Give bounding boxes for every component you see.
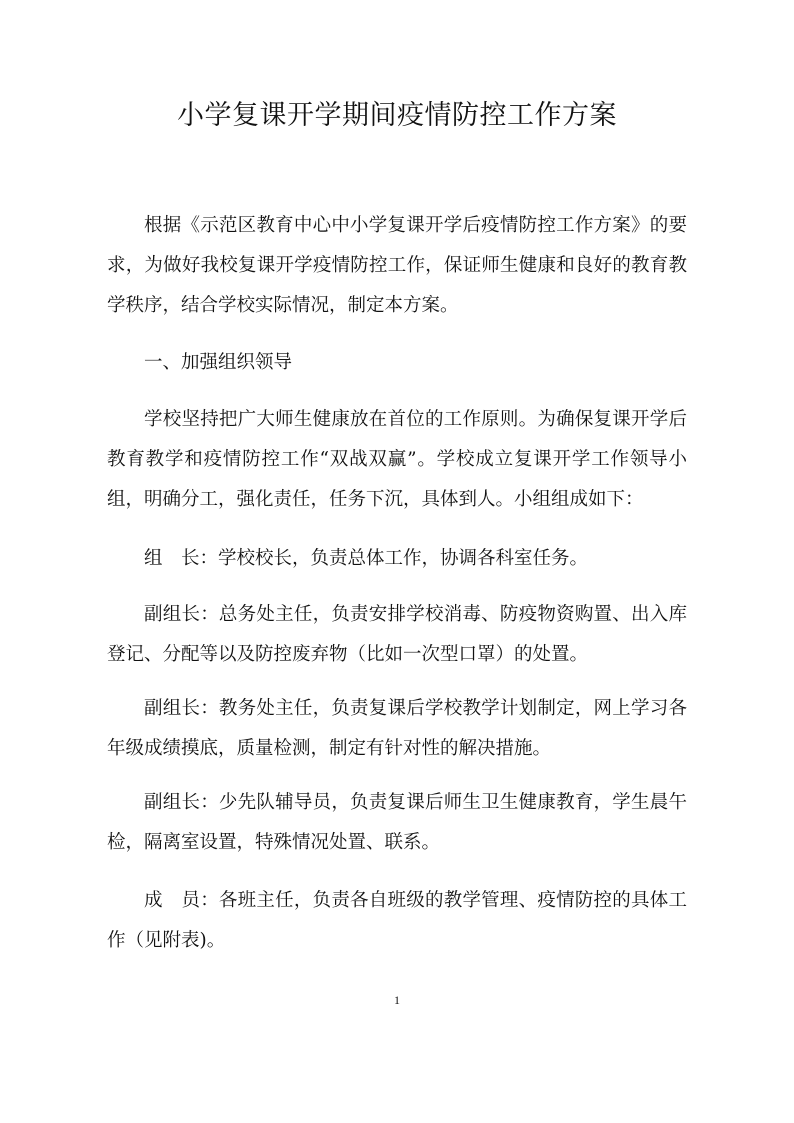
paragraph-text: 副组长：教务处主任，负责复课后学校教学计划制定，网上学习各年级成绩摸底，质量检测，制定有针对性的解决措施。 xyxy=(107,698,687,759)
paragraph-group-leader xyxy=(107,539,687,579)
paragraph-deputy-academic-affairs xyxy=(107,689,687,769)
paragraph-intro xyxy=(107,206,687,326)
paragraph-deputy-general-affairs xyxy=(107,595,687,675)
paragraph-text: 根据《示范区教育中心中小学复课开学后疫情防控工作方案》的要求，为做好我校复课开学疫情防控工作，保证师生健康和良好的教育教学秩序，结合学校实际情况，制定本方案。 xyxy=(107,215,687,316)
section-heading xyxy=(107,343,687,383)
paragraph-text: 学校坚持把广大师生健康放在首位的工作原则。为确保复课开学后教育教学和疫情防控工作“双战双赢”。学校成立复课开学工作领导小组，明确分工，强化责任，任务下沉，具体到人。小组组成如下： xyxy=(107,409,687,510)
paragraph-leadership xyxy=(107,400,687,520)
page-number: 1 xyxy=(394,993,400,1007)
paragraph-text: 组 长：学校校长，负责总体工作，协调各科室任务。 xyxy=(144,548,589,569)
paragraph-deputy-pioneer xyxy=(107,783,687,863)
section-heading-text: 一、加强组织领导 xyxy=(144,352,293,373)
document-title: 小学复课开学期间疫情防控工作方案 xyxy=(177,100,617,131)
paragraph-text: 成 员：各班主任，负责各自班级的教学管理、疫情防控的具体工作（见附表)。 xyxy=(107,890,687,951)
paragraph-text: 副组长：总务处主任，负责安排学校消毒、防疫物资购置、出入库登记、分配等以及防控废弃物（比如一次型口罩）的处置。 xyxy=(107,604,687,665)
paragraph-text: 副组长：少先队辅导员，负责复课后师生卫生健康教育，学生晨午检，隔离室设置，特殊情况处置、联系。 xyxy=(107,792,687,853)
paragraph-members xyxy=(107,881,687,961)
